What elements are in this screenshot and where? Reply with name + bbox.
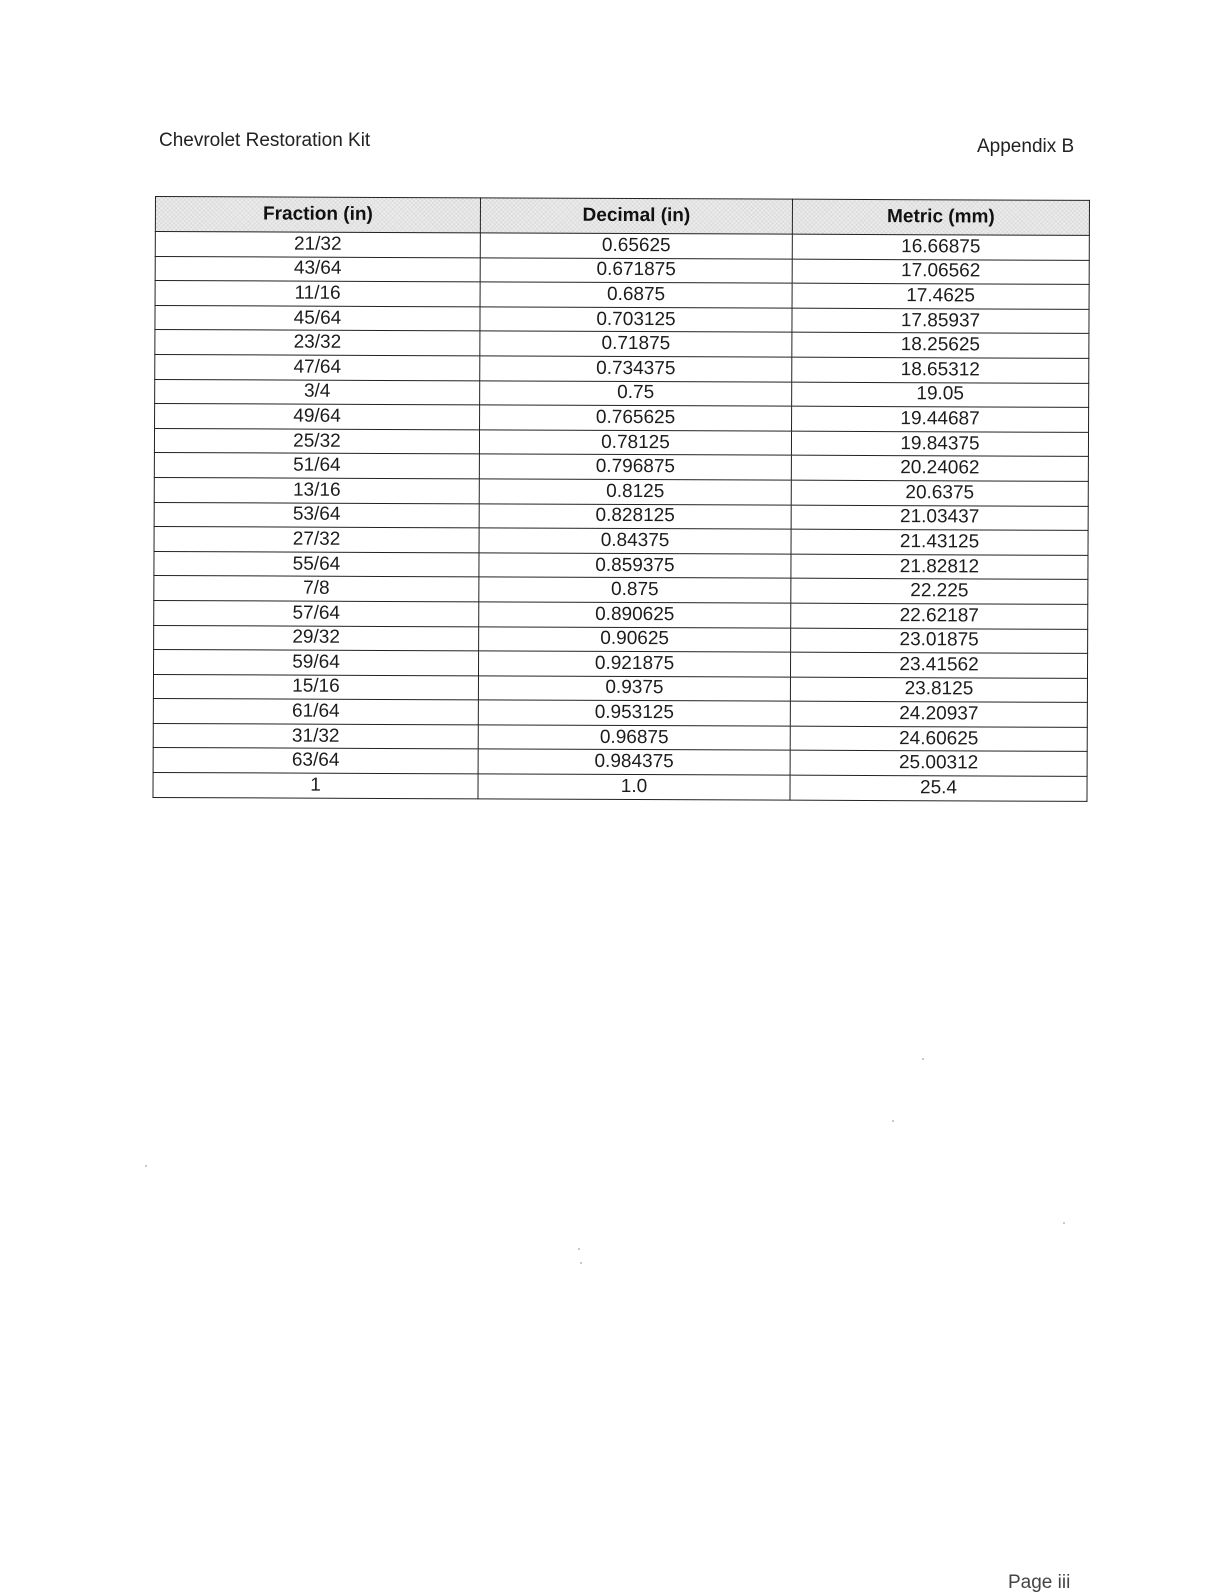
- cell-decimal: 0.8125: [479, 479, 791, 505]
- column-header-fraction: Fraction (in): [155, 197, 480, 233]
- cell-decimal: 0.703125: [480, 307, 792, 333]
- cell-metric: 18.25625: [792, 333, 1089, 359]
- cell-decimal: 0.90625: [479, 626, 791, 652]
- table-header-row: [155, 197, 1089, 236]
- cell-decimal: 0.859375: [479, 553, 791, 579]
- cell-metric: 24.20937: [790, 701, 1087, 727]
- scan-speck: [145, 1165, 147, 1167]
- cell-metric: 23.41562: [790, 652, 1087, 678]
- cell-fraction: 57/64: [154, 600, 479, 626]
- cell-metric: 22.225: [791, 578, 1088, 604]
- cell-metric: 23.8125: [790, 677, 1087, 703]
- cell-decimal: 0.875: [479, 577, 791, 603]
- cell-decimal: 0.96875: [478, 725, 790, 751]
- page-number: Page iii: [1008, 1572, 1071, 1593]
- cell-fraction: 27/32: [154, 527, 479, 553]
- appendix-label: Appendix B: [977, 136, 1075, 157]
- cell-metric: 18.65312: [792, 357, 1089, 383]
- cell-metric: 16.66875: [792, 234, 1089, 260]
- cell-metric: 21.43125: [791, 529, 1088, 555]
- cell-metric: 19.84375: [791, 431, 1088, 457]
- cell-decimal: 1.0: [478, 774, 790, 800]
- table-row: [153, 773, 1087, 802]
- cell-decimal: 0.9375: [478, 676, 790, 702]
- scan-speck: [578, 1248, 580, 1250]
- cell-fraction: 13/16: [154, 477, 479, 503]
- cell-fraction: 11/16: [155, 281, 480, 307]
- cell-fraction: 49/64: [155, 404, 480, 430]
- conversion-table: [152, 196, 1090, 802]
- cell-decimal: 0.671875: [480, 257, 792, 283]
- cell-metric: 17.4625: [792, 283, 1089, 309]
- cell-metric: 24.60625: [790, 726, 1087, 752]
- cell-metric: 17.85937: [792, 308, 1089, 334]
- cell-decimal: 0.84375: [479, 528, 791, 554]
- cell-decimal: 0.921875: [478, 651, 790, 677]
- cell-metric: 21.03437: [791, 505, 1088, 531]
- cell-metric: 19.44687: [792, 406, 1089, 432]
- cell-fraction: 61/64: [153, 699, 478, 725]
- cell-fraction: 25/32: [154, 428, 479, 454]
- cell-fraction: 43/64: [155, 256, 480, 282]
- cell-fraction: 59/64: [153, 650, 478, 676]
- cell-decimal: 0.78125: [479, 430, 791, 456]
- cell-metric: 19.05: [792, 382, 1089, 408]
- cell-decimal: 0.765625: [480, 405, 792, 431]
- cell-fraction: 45/64: [155, 305, 480, 331]
- cell-decimal: 0.6875: [480, 282, 792, 308]
- cell-fraction: 7/8: [154, 576, 479, 602]
- scan-speck: [922, 1058, 924, 1060]
- column-header-decimal: Decimal (in): [480, 198, 792, 234]
- cell-decimal: 0.796875: [479, 454, 791, 480]
- cell-fraction: 47/64: [155, 354, 480, 380]
- scan-speck: [892, 1120, 894, 1122]
- cell-metric: 21.82812: [791, 554, 1088, 580]
- cell-metric: 25.4: [790, 775, 1087, 801]
- cell-metric: 23.01875: [791, 628, 1088, 654]
- cell-fraction: 63/64: [153, 748, 478, 774]
- conversion-table-container: [152, 196, 1089, 802]
- cell-metric: 20.24062: [791, 456, 1088, 482]
- cell-decimal: 0.65625: [480, 233, 792, 259]
- cell-fraction: 3/4: [155, 379, 480, 405]
- cell-fraction: 53/64: [154, 502, 479, 528]
- column-header-metric: Metric (mm): [792, 199, 1089, 235]
- cell-fraction: 29/32: [154, 625, 479, 651]
- cell-decimal: 0.984375: [478, 749, 790, 775]
- scan-speck: [1063, 1222, 1065, 1224]
- cell-fraction: 51/64: [154, 453, 479, 479]
- cell-fraction: 31/32: [153, 723, 478, 749]
- cell-metric: 17.06562: [792, 259, 1089, 285]
- cell-fraction: 1: [153, 773, 478, 799]
- cell-metric: 25.00312: [790, 751, 1087, 777]
- scan-speck: [580, 1262, 582, 1264]
- cell-metric: 22.62187: [791, 603, 1088, 629]
- table-body: [153, 232, 1089, 802]
- cell-fraction: 55/64: [154, 551, 479, 577]
- cell-fraction: 15/16: [153, 674, 478, 700]
- cell-metric: 20.6375: [791, 480, 1088, 506]
- cell-fraction: 23/32: [155, 330, 480, 356]
- document-title: Chevrolet Restoration Kit: [159, 130, 371, 151]
- cell-decimal: 0.71875: [480, 331, 792, 357]
- cell-fraction: 21/32: [155, 232, 480, 258]
- cell-decimal: 0.734375: [480, 356, 792, 382]
- cell-decimal: 0.828125: [479, 503, 791, 529]
- cell-decimal: 0.75: [480, 380, 792, 406]
- cell-decimal: 0.890625: [479, 602, 791, 628]
- cell-decimal: 0.953125: [478, 700, 790, 726]
